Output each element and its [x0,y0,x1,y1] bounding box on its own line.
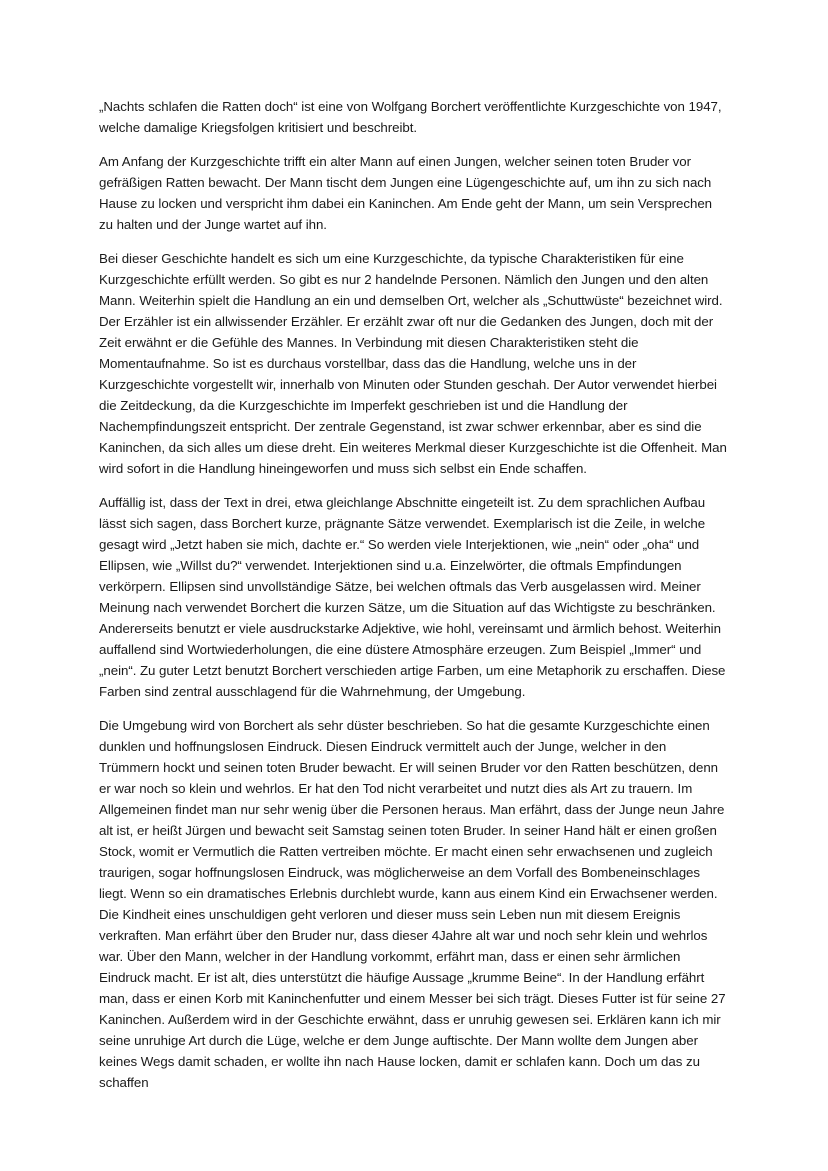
paragraph-intro: „Nachts schlafen die Ratten doch“ ist eine von Wolfgang Borchert veröffentlichte Kurzgeschichte von 1947, welche damalige Kriegsfolgen kritisiert und beschreibt. [99,99,722,135]
paragraph-summary: Am Anfang der Kurzgeschichte trifft ein alter Mann auf einen Jungen, welcher seinen toten Bruder vor gefräßigen Ratten bewacht. Der Mann tischt dem Jungen eine Lügengeschichte auf, um ihn zu sich nach Hause zu locken und verspricht ihm dabei ein Kaninchen. Am Ende geht der Mann, um sein Versprechen zu halten und der Junge wartet auf ihn. [99,154,713,232]
paragraph-language: Auffällig ist, dass der Text in drei, etwa gleichlange Abschnitte eingeteilt ist. Zu dem sprachlichen Aufbau lässt sich sagen, dass Borchert kurze, prägnante Sätze verwendet. Exemplarisch ist die Zeile, in welche gesagt wird „Jetzt haben sie mich, dachte er.“ So werden viele Interjektionen, wie „nein“ oder „oha“ und Ellipsen, wie „Willst du?“ verwendet. Interjektionen sind u.a. Einzelwörter, die oftmals Empfindungen verkörpern. Ellipsen sind unvollständige Sätze, bei welchen oftmals das Verb ausgelassen wird. Meiner Meinung nach verwendet Borchert die kurzen Sätze, um die Situation auf das Wichtigste zu beschränken. Andererseits benutzt er viele ausdruckstarke Adjektive, wie hohl, vereinsamt und ärmlich behost. Weiterhin auffallend sind Wortwiederholungen, die eine düstere Atmosphäre erzeugen. Zum Beispiel „Immer“ und „nein“. Zu guter Letzt benutzt Borchert verschieden artige Farben, um eine Metaphorik zu erschaffen. Diese Farben sind zentral ausschlagend für die Wahrnehmung, der Umgebung. [99,495,726,699]
paragraph-characters: Die Umgebung wird von Borchert als sehr düster beschrieben. So hat die gesamte Kurzgeschichte einen dunklen und hoffnungslosen Eindruck. Diesen Eindruck vermittelt auch der Junge, welcher in den Trümmern hockt und seinen toten Bruder bewacht. Er will seinen Bruder vor den Ratten beschützen, denn er war noch so klein und wehrlos. Er hat den Tod nicht verarbeitet und nutzt dies als Art zu trauern. Im Allgemeinen findet man nur sehr wenig über die Personen heraus. Man erfährt, dass der Junge neun Jahre alt ist, er heißt Jürgen und bewacht seit Samstag seinen toten Bruder. In seiner Hand hält er einen großen Stock, womit er Vermutlich die Ratten vertreiben möchte. Er macht einen sehr erwachsenen und zugleich traurigen, sogar hoffnungslosen Eindruck, was möglicherweise an dem Vorfall des Bombeneinschlages liegt. Wenn so ein dramatisches Erlebnis durchlebt wurde, kann aus einem Kind ein Erwachsener werden. Die Kindheit eines unschuldigen geht verloren und dieser muss sein Leben nun mit diesem Ereignis verkraften. Man erfährt über den Bruder nur, dass dieser 4Jahre alt war und noch sehr klein und wehrlos war. Über den Mann, welcher in der Handlung vorkommt, erfährt man, dass er einen sehr ärmlichen Eindruck macht. Er ist alt, dies unterstützt die häufige Aussage „krumme Beine“. In der Handlung erfährt man, dass er einen Korb mit Kaninchenfutter und einem Messer bei sich trägt. Dieses Futter ist für seine 27 Kaninchen. Außerdem wird in der Geschichte erwähnt, dass er unruhig gewesen sei. Erklären kann ich mir seine unruhige Art durch die Lüge, welche er dem Junge auftischte. Der Mann wollte dem Jungen aber keines Wegs damit schaden, er wollte ihn nach Hause locken, damit er schlafen kann. Doch um das zu schaffen [99,718,726,1090]
paragraph-genre: Bei dieser Geschichte handelt es sich um eine Kurzgeschichte, da typische Charakteristiken für eine Kurzgeschichte erfüllt werden. So gibt es nur 2 handelnde Personen. Nämlich den Jungen und den alten Mann. Weiterhin spielt die Handlung an ein und demselben Ort, welcher als „Schuttwüste“ bezeichnet wird. Der Erzähler ist ein allwissender Erzähler. Er erzählt zwar oft nur die Gedanken des Jungen, doch mit der Zeit erwähnt er die Gefühle des Mannes. In Verbindung mit diesen Charakteristiken steht die Momentaufnahme. So ist es durchaus vorstellbar, dass das die Handlung, welche uns in der Kurzgeschichte vorgestellt wir, innerhalb von Minuten oder Stunden geschah. Der Autor verwendet hierbei die Zeitdeckung, da die Kurzgeschichte im Imperfekt geschrieben ist und die Handlung der Nachempfindungszeit entspricht. Der zentrale Gegenstand, ist zwar schwer erkennbar, aber es sind die Kaninchen, da sich alles um diese dreht. Ein weiteres Merkmal dieser Kurzgeschichte ist die Offenheit. Man wird sofort in die Handlung hineingeworfen und muss sich selbst ein Ende schaffen. [99,251,727,476]
document-page [99,96,729,1106]
